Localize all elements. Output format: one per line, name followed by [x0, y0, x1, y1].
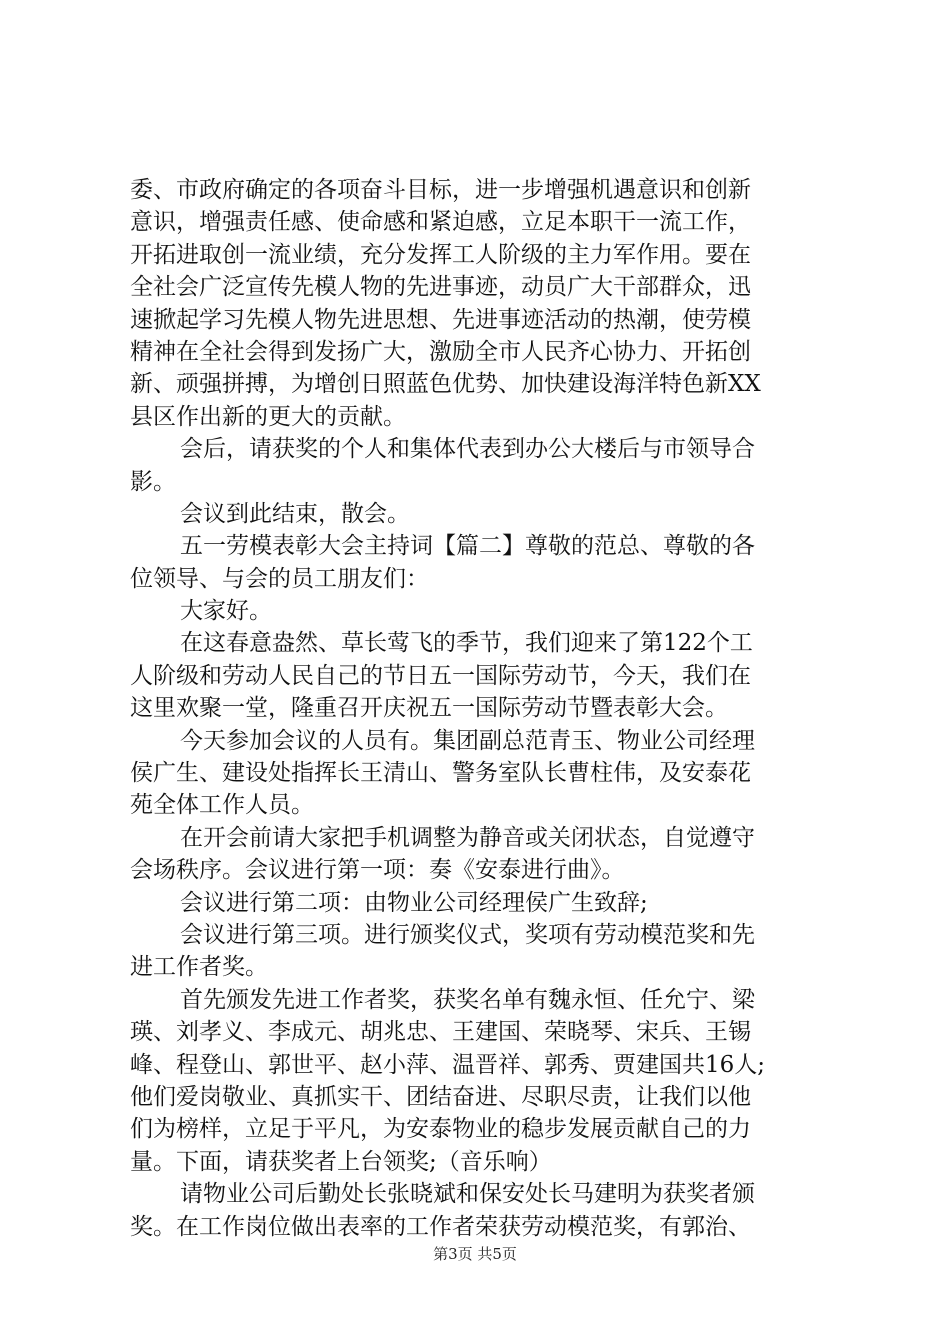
paragraph-start-line: 今天参加会议的人员有。集团副总范青玉、物业公司经理	[180, 727, 755, 754]
text-line: 瑛、刘孝义、李成元、胡兆忠、王建国、荣晓琴、宋兵、王锡	[130, 1019, 751, 1046]
paragraph-start-line: 会后，请获奖的个人和集体代表到办公大楼后与市领导合	[180, 436, 755, 463]
paragraph-start-line: 首先颁发先进工作者奖，获奖名单有魏永恒、任允宁、梁	[180, 986, 755, 1013]
text-line: 县区作出新的更大的贡献。	[130, 403, 406, 430]
paragraph-start-line: 会议到此结束，散会。	[180, 500, 410, 527]
text-line: 奖。在工作岗位做出表率的工作者荣获劳动模范奖，有郭治、	[130, 1213, 751, 1240]
text-line: 进工作者奖。	[130, 954, 268, 981]
text-line: 精神在全社会得到发扬广大，激励全市人民齐心协力、开拓创	[130, 338, 751, 365]
paragraph-start-line: 在这春意盎然、草长莺飞的季节，我们迎来了第122个工	[180, 630, 753, 657]
page-number: 第3页 共5页	[433, 1245, 517, 1263]
paragraph-start-line: 大家好。	[180, 598, 272, 625]
text-line: 委、市政府确定的各项奋斗目标，进一步增强机遇意识和创新	[130, 177, 751, 203]
section-heading-line: 五一劳模表彰大会主持词【篇二】尊敬的范总、尊敬的各	[180, 533, 755, 560]
text-line: 量。下面，请获奖者上台领奖;（音乐响）	[130, 1148, 552, 1175]
text-line: 们为榜样，立足于平凡，为安泰物业的稳步发展贡献自己的力	[130, 1116, 751, 1143]
text-line: 会场秩序。会议进行第一项：奏《安泰进行曲》。	[130, 857, 625, 884]
paragraph-start-line: 请物业公司后勤处长张晓斌和保安处长马建明为获奖者颁	[180, 1181, 755, 1208]
text-line: 速掀起学习先模人物先进思想、先进事迹活动的热潮，使劳模	[130, 306, 751, 333]
page-footer	[0, 1244, 950, 1264]
text-line: 影。	[130, 468, 176, 495]
text-line: 他们爱岗敬业、真抓实干、团结奋进、尽职尽责，让我们以他	[130, 1083, 751, 1110]
text-line: 峰、程登山、郭世平、赵小萍、温晋祥、郭秀、贾建国共16人;	[130, 1051, 766, 1078]
paragraph-start-line: 会议进行第二项：由物业公司经理侯广生致辞;	[180, 889, 648, 916]
text-line: 人阶级和劳动人民自己的节日五一国际劳动节，今天，我们在	[130, 662, 751, 689]
text-line: 意识，增强责任感、使命感和紧迫感，立足本职干一流工作，	[130, 209, 751, 236]
text-line: 侯广生、建设处指挥长王清山、警务室队长曹柱伟，及安泰花	[130, 760, 751, 787]
text-line: 这里欢聚一堂，隆重召开庆祝五一国际劳动节暨表彰大会。	[130, 695, 728, 722]
paragraph-start-line: 会议进行第三项。进行颁奖仪式，奖项有劳动模范奖和先	[180, 921, 755, 948]
text-line: 位领导、与会的员工朋友们：	[130, 565, 429, 592]
text-line: 开拓进取创一流业绩，充分发挥工人阶级的主力军作用。要在	[130, 241, 751, 268]
text-line: 全社会广泛宣传先模人物的先进事迹，动员广大干部群众，迅	[130, 274, 751, 301]
document-body	[130, 174, 830, 1243]
text-line: 新、顽强拼搏，为增创日照蓝色优势、加快建设海洋特色新XX	[130, 371, 761, 398]
text-line: 苑全体工作人员。	[130, 792, 314, 819]
paragraph-start-line: 在开会前请大家把手机调整为静音或关闭状态，自觉遵守	[180, 824, 755, 851]
